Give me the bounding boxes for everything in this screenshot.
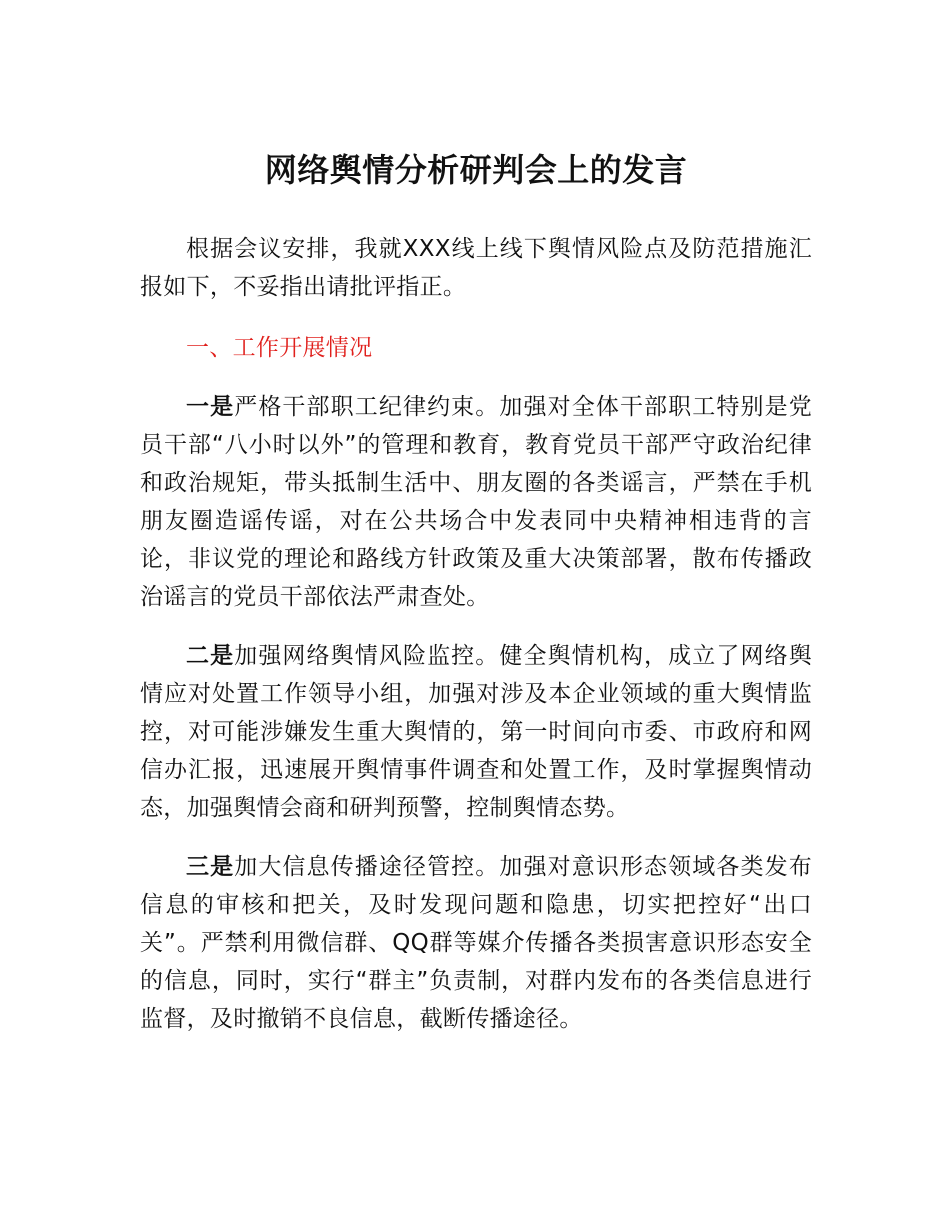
item-lead: 一是 [186,394,235,420]
intro-paragraph: 根据会议安排，我就XXX线上线下舆情风险点及防范措施汇报如下，不妥指出请批评指正。 [140,236,812,300]
item-lead: 二是 [186,643,235,669]
item-text: 严格干部职工纪律约束。加强对全体干部职工特别是党员干部“八小时以外”的管理和教育，教育党员干部严守政治纪律和政治规矩，带头抵制生活中、朋友圈的各类谣言，严禁在手机朋友圈造谣传谣，对在公共场合中发表同中央精神相违背的言论，非议党的理论和路线方针政策及重大决策部署，散布传播政治谣言的党员干部依法严肃查处。 [140,394,812,610]
document-page [140,120,812,1038]
item-lead: 三是 [186,854,235,880]
document-title: 网络舆情分析研判会上的发言 [264,151,688,189]
item-paragraph-2 [140,637,812,827]
item-paragraph-1 [140,388,812,616]
item-paragraph-3 [140,848,812,1038]
item-text: 加大信息传播途径管控。加强对意识形态领域各类发布信息的审核和把关，及时发现问题和隐患，切实把控好“出口关”。严禁利用微信群、QQ群等媒介传播各类损害意识形态安全的信息，同时，实行“群主”负责制，对群内发布的各类信息进行监督，及时撤销不良信息，截断传播途径。 [140,854,812,1032]
section-heading: 一、工作开展情况 [186,335,373,361]
item-text: 加强网络舆情风险监控。健全舆情机构，成立了网络舆情应对处置工作领导小组，加强对涉及本企业领域的重大舆情监控，对可能涉嫌发生重大舆情的，第一时间向市委、市政府和网信办汇报，迅速展开舆情事件调查和处置工作，及时掌握舆情动态，加强舆情会商和研判预警，控制舆情态势。 [140,643,812,821]
